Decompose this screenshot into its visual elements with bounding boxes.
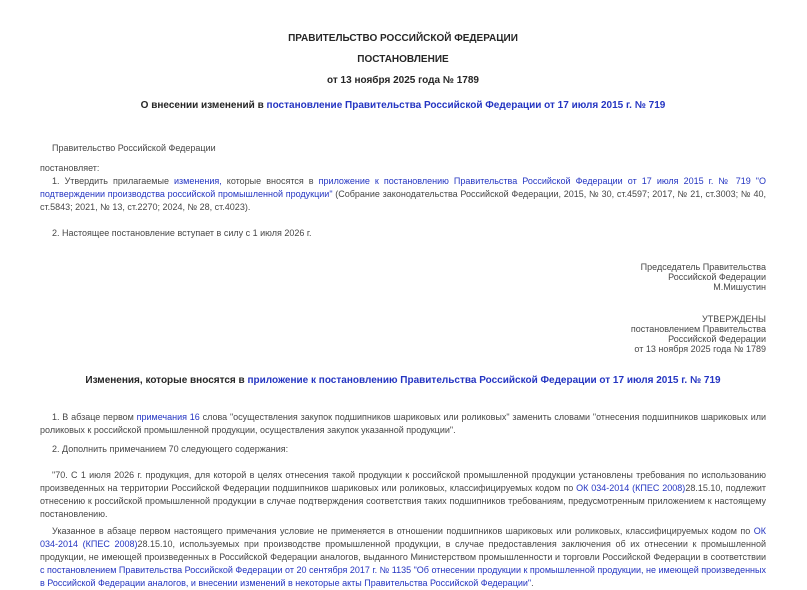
approved-date-number: от 13 ноября 2025 года № 1789 (634, 344, 766, 354)
link-izmeneniya[interactable]: изменения, (174, 176, 222, 186)
paragraph-1 (40, 175, 766, 214)
signature-post: Российской Федерации (668, 272, 766, 282)
document-date-number: от 13 ноября 2025 года № 1789 (327, 75, 479, 86)
annex-paragraph-4 (40, 525, 766, 590)
annex-paragraph-4-text: Указанное в абзаце первом настоящего примечания условие не применяется в отношении подшипников шариковых или роликовых, классифицируемых кодом по (52, 526, 754, 536)
link-postanovlenie-1135[interactable]: с постановлением Правительства Российской Федерации от 20 сентября 2017 г. № 1135 "Об отнесении продукции к промышленной продукции, не имеющей произведенных в Российской Федерации аналогов, и внесении изменений в некоторые акты Правительства Российской Федерации" (40, 565, 766, 588)
paragraph-1-text: (Собрание законодательства Российской Федерации, 2015, № 30, ст.4597; 2017, № 21, ст.3003; № 40, ст.5843; 2021, № 13, ст.2270; 2024, № 28, ст.4023). (40, 189, 766, 212)
annex-paragraph-1-text: слова "осуществления закупок подшипников шариковых или роликовых" заменить словами "отнесения подшипников шариковых или роликовых к российской промышленной продукции, осуществления закупок указанной продукции". (40, 412, 766, 435)
document-title (40, 99, 766, 112)
signature-name: М.Мишустин (713, 282, 766, 292)
approved-by: Российской Федерации (668, 334, 766, 344)
annex-paragraph-1-text: 1. В абзаце первом (52, 412, 137, 422)
annex-paragraph-4-text: 28.15.10, используемых при производстве промышленной продукции, в случае предоставления заключения об их отнесении к промышленной продукции, не имеющей произведенных в Российской Федерации аналогов, выданного Министерством промышленности и торговли Российской Федерации в соответствии (40, 539, 767, 562)
annex-paragraph-3 (40, 469, 766, 521)
annex-paragraph-1 (40, 411, 766, 437)
signature-post: Председатель Правительства (640, 262, 766, 272)
annex-heading (40, 374, 766, 387)
link-primechanie-16[interactable]: примечания 16 (136, 412, 200, 422)
title-link-postanovlenie-719[interactable]: постановление Правительства Российской Федерации от 17 июля 2015 г. № 719 (266, 100, 666, 111)
approved-block (40, 314, 766, 354)
paragraph-1-text: которые вносятся в (221, 176, 319, 186)
link-prilozhenie-719[interactable]: приложение к постановлению Правительства Российской Федерации от 17 июля 2015 г. № 719 "О подтверждении производства российской промышленной продукции" (40, 176, 766, 199)
link-ok-034-2014[interactable]: ОК 034-2014 (КПЕС 2008) (40, 526, 766, 549)
annex-heading-link-prilozhenie-719[interactable]: приложение к постановлению Правительства Российской Федерации от 17 июля 2015 г. № 719 (247, 375, 721, 386)
document-issuer: ПРАВИТЕЛЬСТВО РОССИЙСКОЙ ФЕДЕРАЦИИ (288, 33, 518, 44)
document-type: ПОСТАНОВЛЕНИЕ (357, 54, 449, 65)
annex-paragraph-4-text: . (531, 578, 534, 588)
annex-paragraph-2: 2. Дополнить примечанием 70 следующего содержания: (52, 444, 289, 454)
title-text: О внесении изменений в (140, 100, 267, 111)
annex-paragraph-3-text: 28.15.10, подлежит отнесению к российской промышленной продукции в случае подтверждения соответствия таких подшипников требованиям, предусмотренным приложением к настоящему постановлению. (40, 483, 766, 519)
paragraph-1-text: 1. Утвердить прилагаемые (52, 176, 175, 186)
annex-heading-text: Изменения, которые вносятся в (85, 375, 248, 386)
annex-paragraph-3-text: "70. С 1 июля 2026 г. продукция, для которой в целях отнесения такой продукции к российской промышленной продукции установлены требования по использованию произведенных на территории Российской Федерации подшипников шариковых или роликовых, классифицируемых кодом по (40, 470, 766, 493)
signature-block (40, 262, 766, 292)
link-ok-034-2014[interactable]: ОК 034-2014 (КПЕС 2008) (576, 483, 686, 493)
approved-label: УТВЕРЖДЕНЫ (702, 314, 766, 324)
preamble-resolves: постановляет: (40, 163, 100, 173)
preamble-intro: Правительство Российской Федерации (52, 143, 216, 153)
approved-by: постановлением Правительства (630, 324, 766, 334)
paragraph-2: 2. Настоящее постановление вступает в силу с 1 июля 2026 г. (52, 228, 312, 238)
